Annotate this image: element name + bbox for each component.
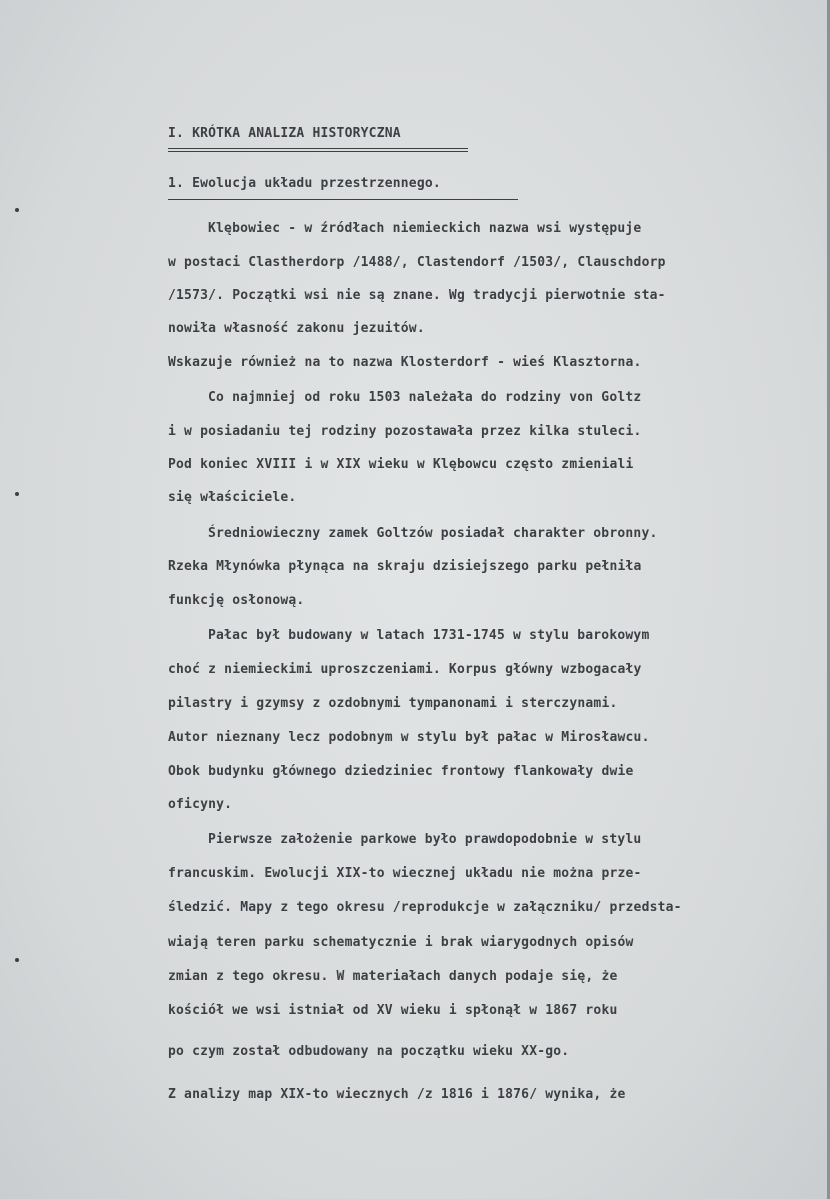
text-line: Pałac był budowany w latach 1731-1745 w stylu barokowym <box>208 628 650 643</box>
punch-hole-mark <box>15 492 19 496</box>
text-line: /1573/. Początki wsi nie są znane. Wg tradycji pierwotnie sta- <box>168 288 666 303</box>
text-line: kościół we wsi istniał od XV wieku i spłonął w 1867 roku <box>168 1003 618 1018</box>
text-line: Wskazuje również na to nazwa Klosterdorf - wieś Klasztorna. <box>168 355 642 370</box>
text-line: Co najmniej od roku 1503 należała do rodziny von Goltz <box>208 390 642 405</box>
text-line: Pierwsze założenie parkowe było prawdopodobnie w stylu <box>208 832 642 847</box>
text-line: francuskim. Ewolucji XIX-to wiecznej układu nie można prze- <box>168 866 642 881</box>
text-line: zmian z tego okresu. W materiałach danych podaje się, że <box>168 969 618 984</box>
text-line: Klębowiec - w źródłach niemieckich nazwa wsi występuje <box>208 221 642 236</box>
section-heading: I. KRÓTKA ANALIZA HISTORYCZNA <box>168 126 401 141</box>
text-line: Autor nieznany lecz podobnym w stylu był pałac w Mirosławcu. <box>168 730 650 745</box>
text-line: się właściciele. <box>168 490 297 505</box>
text-line: nowiła własność zakonu jezuitów. <box>168 321 425 336</box>
text-line: w postaci Clastherdorp /1488/, Clastendorf /1503/, Clauschdorp <box>168 255 666 270</box>
text-line: wiają teren parku schematycznie i brak wiarygodnych opisów <box>168 935 634 950</box>
text-line: Obok budynku głównego dziedziniec frontowy flankowały dwie <box>168 764 634 779</box>
text-line: po czym został odbudowany na początku wieku XX-go. <box>168 1044 570 1059</box>
subheading-underline <box>168 199 518 200</box>
text-line: Rzeka Młynówka płynąca na skraju dzisiejszego parku pełniła <box>168 559 642 574</box>
text-line: śledzić. Mapy z tego okresu /reprodukcje w załączniku/ przedsta- <box>168 900 682 915</box>
text-line: i w posiadaniu tej rodziny pozostawała przez kilka stuleci. <box>168 424 642 439</box>
text-line: Średniowieczny zamek Goltzów posiadał charakter obronny. <box>208 526 658 541</box>
text-line: Pod koniec XVIII i w XIX wieku w Klębowcu często zmieniali <box>168 457 634 472</box>
text-line: pilastry i gzymsy z ozdobnymi tympanonami i sterczynami. <box>168 696 618 711</box>
punch-hole-mark <box>15 958 19 962</box>
heading-double-underline <box>168 148 468 152</box>
text-line: funkcję osłonową. <box>168 593 305 608</box>
subsection-heading: 1. Ewolucja układu przestrzennego. <box>168 176 441 191</box>
text-line: oficyny. <box>168 797 233 812</box>
punch-hole-mark <box>15 208 19 212</box>
text-line: Z analizy map XIX-to wiecznych /z 1816 i 1876/ wynika, że <box>168 1087 626 1102</box>
text-line: choć z niemieckimi uproszczeniami. Korpus główny wzbogacały <box>168 662 642 677</box>
